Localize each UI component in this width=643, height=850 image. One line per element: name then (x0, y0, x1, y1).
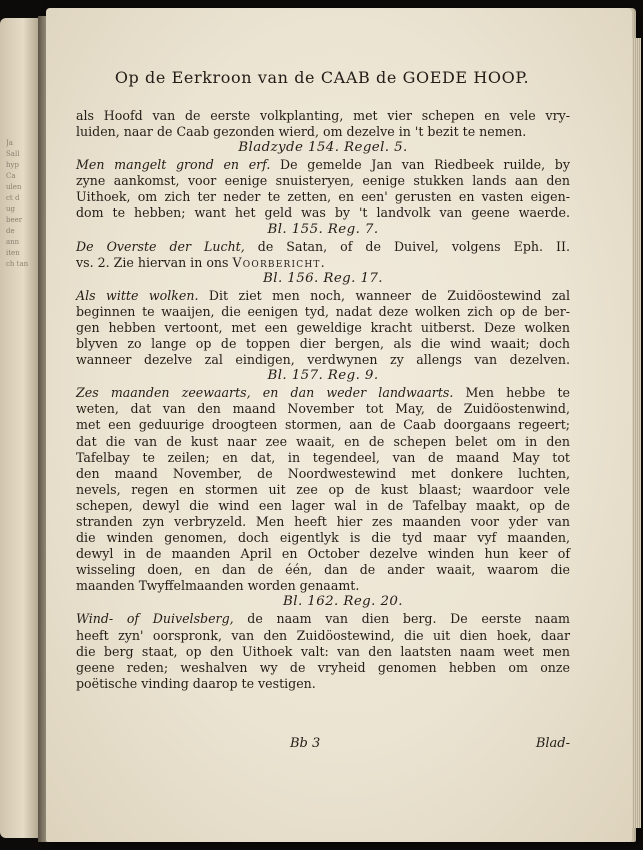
entry-text: vs. 2. Zie hiervan in ons (76, 254, 233, 270)
text-line: weten, dat van den maand November tot May, de Zuidöostenwind, (76, 401, 570, 417)
text-line: den maand November, de Noordwestewind met donkere luchten, (76, 465, 570, 481)
catchword: Blad- (535, 736, 570, 751)
text-line (76, 385, 570, 401)
text-line: zyne aankomst, voor eenige snuisteryen, eenige stukken lands aan den (76, 173, 570, 189)
text-line: Tafelbay te zeilen; en dat, in tegendeel, van de maand May tot (76, 449, 570, 465)
text-line: gen hebben vertoont, met een geweldige kracht uitberst. Deze wolken (76, 319, 570, 335)
page-body (76, 108, 570, 692)
text-line (76, 239, 570, 255)
text-line (76, 255, 570, 271)
text-line: stranden zyn verbryzeld. Men heeft hier zes maanden voor yder van (76, 513, 570, 529)
text-line: luiden, naar de Caab gezonden wierd, om dezelve in 't bezit te nemen. (76, 124, 527, 140)
book-page (46, 8, 632, 842)
text-line: dat die van de kust naar zee waait, en de schepen belet om in den (76, 433, 570, 449)
text-line: wisseling doen, en dan de één, dan de ander waait, waarom die (76, 562, 570, 578)
page-fore-edge (632, 38, 641, 828)
left-fragment: hyp (6, 161, 19, 169)
text-line: wanneer dezelve zal eindigen, verdwynen zy allengs van dezelven. (76, 352, 570, 368)
left-fragment: Sall (6, 150, 20, 158)
text-line: dom te hebben; want het geld was by 't landvolk van geene waerde. (76, 205, 570, 221)
signature-mark: Bb 3 (290, 736, 321, 751)
text-line (76, 288, 570, 304)
text-line: beginnen te waaijen, die eenigen tyd, nadat deze wolken zich op de ber- (76, 303, 570, 319)
entry-lead: Men mangelt grond en erf. (76, 157, 271, 173)
left-page-text-fragments (6, 138, 36, 358)
text-line: blyven zo lange op de toppen dier bergen, als die wind waait; doch (76, 336, 570, 352)
page-footer (76, 736, 570, 754)
entry-text: Men hebbe te (453, 385, 570, 401)
text-line (76, 157, 570, 173)
text-line: Uithoek, om zich ter neder te zetten, en een' gerusten en vasten eigen- (76, 189, 570, 205)
text-line (76, 611, 570, 627)
page-reference: Bladzyde 154. Regel. 5. (238, 140, 408, 156)
left-facing-page (0, 18, 42, 838)
left-fragment: ct d (6, 194, 20, 202)
text-line: maanden Twyffelmaanden worden genaamt. (76, 578, 360, 594)
text-line: die winden genomen, doch eigentlyk is die tyd maar vyf maanden, (76, 530, 570, 546)
left-fragment: de (6, 227, 15, 235)
running-head: Op de Eerkroon van de CAAB de GOEDE HOOP. (114, 68, 530, 87)
left-fragment: Ja (6, 139, 13, 147)
left-fragment: ch tan (6, 260, 29, 268)
entry-text: De gemelde Jan van Riedbeek ruilde, by (270, 157, 570, 173)
left-fragment: Ca (6, 172, 16, 180)
entry-text: Dit ziet men noch, wanneer de Zuidöostewind zal (198, 287, 571, 303)
page-reference: Bl. 155. Reg. 7. (267, 221, 379, 237)
left-fragment: ann (6, 238, 20, 246)
entry-text: de naam van dien berg. De eerste naam (233, 611, 570, 627)
page-reference: Bl. 157. Reg. 9. (267, 368, 379, 384)
entry-lead: De Overste der Lucht, (76, 238, 245, 254)
text-line: als Hoofd van de eerste volkplanting, met vier schepen en vele vry- (76, 108, 570, 123)
left-fragment: iten (6, 249, 20, 257)
text-line: met een geduurige droogteen stormen, aan de Caab doorgaans regeert; (76, 417, 570, 433)
page-reference: Bl. 156. Reg. 17. (263, 270, 383, 286)
entry-text: de Satan, of de Duivel, volgens Eph. II. (244, 238, 570, 254)
text-line: nevels, regen en stormen uit zee op de kust blaast; waardoor vele (76, 481, 570, 497)
left-fragment: beer (6, 216, 23, 224)
text-line: poëtische vinding daarop te vestigen. (76, 675, 316, 691)
entry-lead: Wind- of Duivelsberg, (76, 611, 234, 627)
text-line: heeft zyn' oorspronk, van den Zuidöostewind, die uit dien hoek, daar (76, 627, 570, 643)
text-line: schepen, dewyl die wind een lager wal in de Tafelbay maakt, op de (76, 497, 570, 513)
page-reference: Bl. 162. Reg. 20. (283, 594, 403, 610)
left-fragment: ug (6, 205, 15, 213)
voorbericht-term: Voorbericht. (232, 254, 326, 270)
left-fragment: ulen (6, 183, 22, 191)
entry-lead: Zes maanden zeewaarts, en dan weder landwaarts. (76, 385, 454, 401)
text-line: die berg staat, op den Uithoek valt: van den laatsten naam weet men (76, 643, 570, 659)
text-line: dewyl in de maanden April en October dezelve winden hun keer of (76, 546, 570, 562)
entry-lead: Als witte wolken. (76, 287, 199, 303)
text-line: geene reden; weshalven wy de vryheid genomen hebben om onze (76, 659, 570, 675)
